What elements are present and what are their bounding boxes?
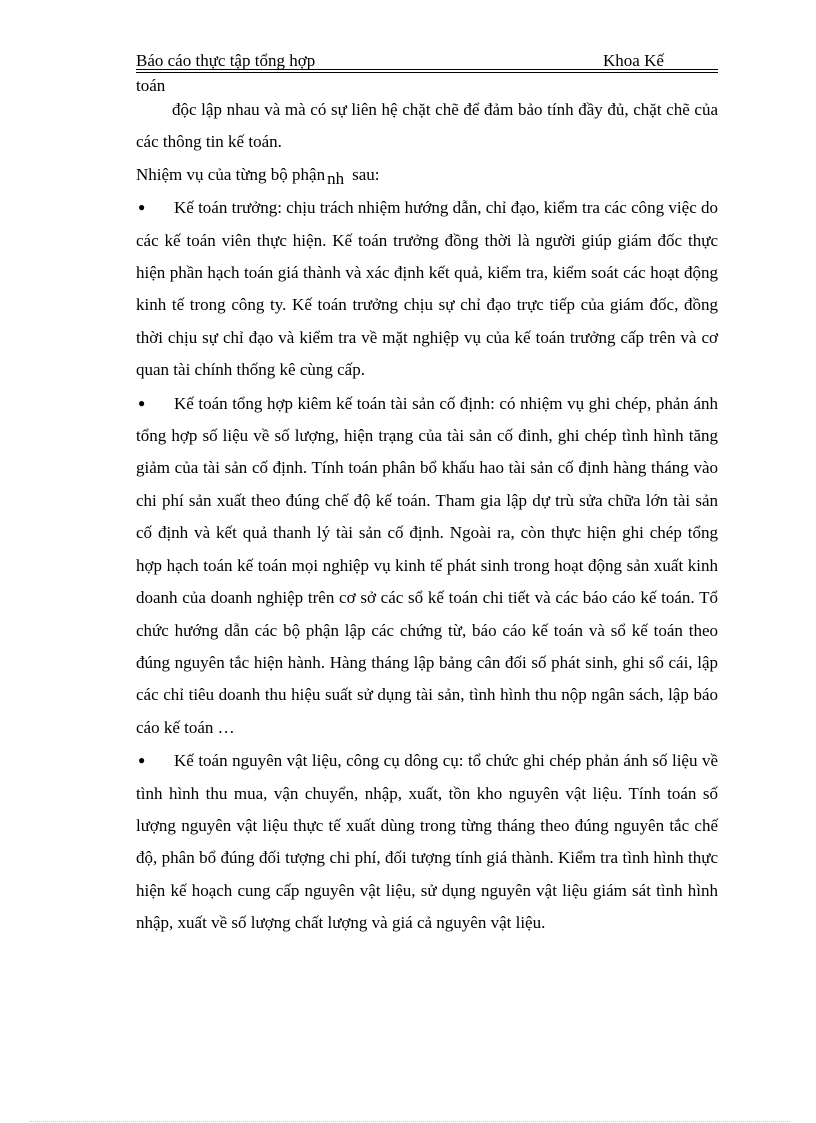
bullet-dot-icon: ● bbox=[138, 200, 146, 215]
paragraph-duties-heading bbox=[136, 159, 718, 191]
bullet-materials-accountant-text: Kế toán nguyên vật liệu, công cụ dông cụ: tổ chức ghi chép phản ánh số liệu về tình hình thu mua, vận chuyển, nhập, xuất, tồn kho nguyên vật liệu. Tính toán số lượng nguyên vật liệu thực tế xuất dùng trong từng tháng theo đúng nguyên tắc chế độ, phân bổ đúng đối tượng chi phí, đối tượng tính giá thành. Kiểm tra tình hình thực hiện kế hoạch cung cấp nguyên vật liệu, sử dụng nguyên vật liệu giám sát tình hình nhập, xuất về số lượng chất lượng và giá cả nguyên vật liệu. bbox=[136, 751, 718, 933]
header-rule-bottom bbox=[136, 72, 718, 73]
bullet-general-accountant-text: Kế toán tổng hợp kiêm kế toán tài sản cố định: có nhiệm vụ ghi chép, phản ánh tổng hợp số liệu về số lượng, hiện trạng của tài sản cố đinh, ghi chép tình hình tăng giảm của tài sản cố định. Tính toán phân bổ khấu hao tài sản cố định hàng tháng vào chi phí sản xuất theo đúng chế độ kế toán. Tham gia lập dự trù sửa chữa lớn tài sản cố định và kết quả thanh lý tài sản cố định. Ngoài ra, còn thực hiện ghi chép tổng hợp hạch toán kế toán mọi nghiệp vụ kinh tế phát sinh trong hoạt động sản xuất kinh doanh của doanh nghiệp trên cơ sở các sổ kế toán chi tiết và các báo cáo kế toán. Tổ chức hướng dẫn các bộ phận lập các chứng từ, báo cáo kế toán và sổ kế toán theo đúng nguyên tắc hiện hành. Hàng tháng lập bảng cân đối số phát sinh, ghi sổ cái, lập các chỉ tiêu doanh thu hiệu suất sử dụng tài sản, tình hình thu nộp ngân sách, lập báo cáo kế toán … bbox=[136, 393, 718, 737]
duties-heading-fragment: nh bbox=[327, 168, 345, 188]
bullet-dot-icon: ● bbox=[138, 395, 146, 410]
header-rule-top bbox=[136, 69, 718, 70]
header-department-wrap: toán bbox=[136, 76, 166, 95]
paragraph-intro: độc lập nhau và mà có sự liên hệ chặt chẽ để đảm bảo tính đầy đủ, chặt chẽ của các thông tin kế toán. bbox=[136, 100, 718, 152]
bullet-materials-accountant bbox=[136, 744, 718, 939]
duties-heading-text: Nhiệm vụ của từng bộ phận bbox=[136, 164, 326, 184]
bullet-chief-accountant-text: Kế toán trưởng: chịu trách nhiệm hướng dẫn, chỉ đạo, kiểm tra các công việc do các kế toán viên thực hiện. Kế toán trưởng đồng thời là người giúp giám đốc thực hiện phần hạch toán giá thành và xác định kết quả, kiểm tra, kiểm soát các hoạt động kinh tế trong công ty. Kế toán trưởng chịu sự chỉ đạo trực tiếp của giám đốc, đồng thời chịu sự chỉ đạo và kiểm tra về mặt nghiệp vụ của kế toán trưởng cấp trên và cơ quan tài chính thống kê cùng cấp. bbox=[136, 198, 718, 380]
bullet-chief-accountant bbox=[136, 191, 718, 386]
header-report-title: Báo cáo thực tập tổng hợp bbox=[136, 51, 316, 70]
document-body bbox=[136, 94, 718, 940]
bullet-dot-icon: ● bbox=[138, 753, 146, 768]
page-bottom-border bbox=[30, 1121, 790, 1122]
bullet-general-accountant bbox=[136, 387, 718, 744]
header-department: Khoa Kế bbox=[603, 51, 664, 70]
duties-heading-end: sau: bbox=[352, 164, 380, 184]
